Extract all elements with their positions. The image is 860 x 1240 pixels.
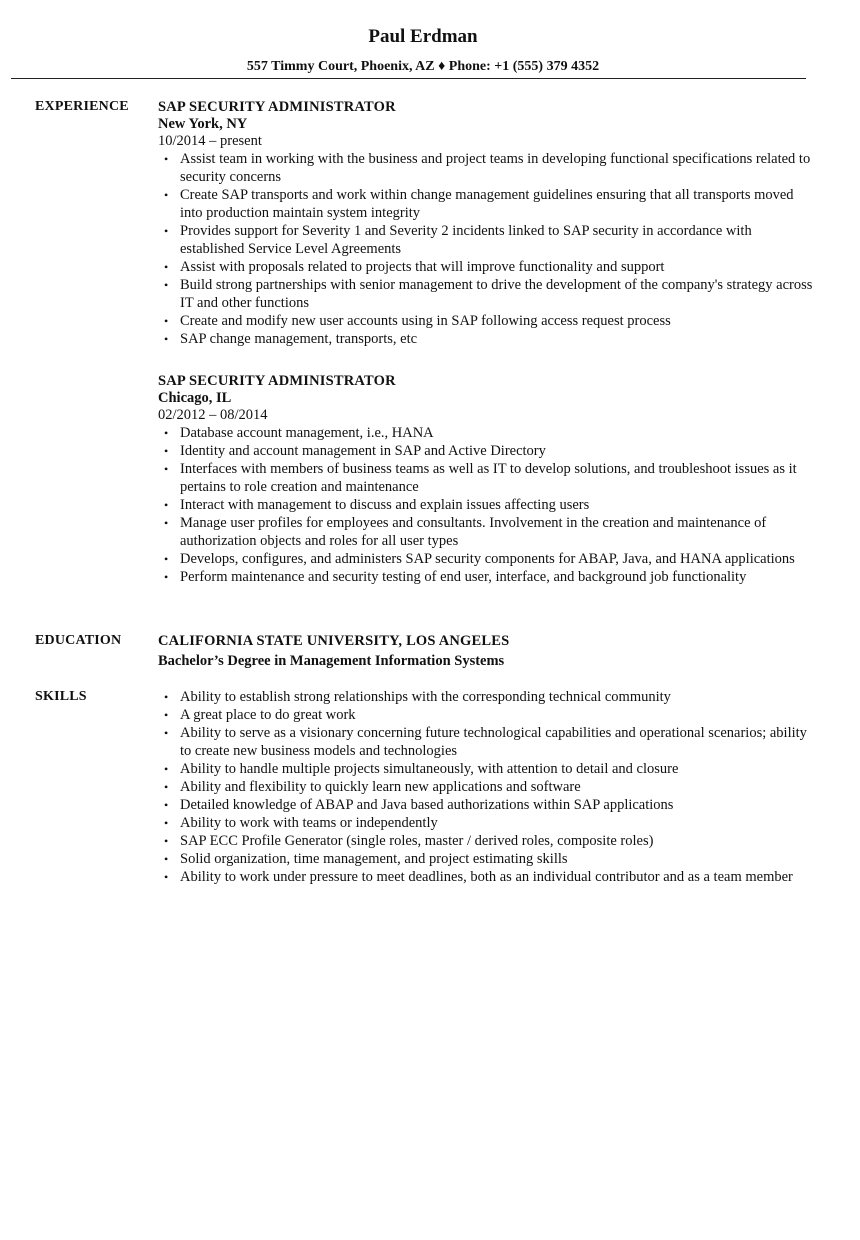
job-entry-1	[158, 98, 818, 348]
job-bullets	[158, 424, 818, 586]
list-item: • Build strong partnerships with senior management to drive the development of the company's strategy across IT and other functions	[158, 276, 818, 312]
list-item: • SAP change management, transports, etc	[158, 330, 818, 348]
list-item: • Database account management, i.e., HANA	[158, 424, 818, 442]
list-item: • Ability to establish strong relationships with the corresponding technical community	[158, 688, 818, 706]
degree-name: Bachelor’s Degree in Management Information Systems	[158, 653, 505, 669]
skills-entry	[158, 688, 818, 886]
list-item: • Solid organization, time management, and project estimating skills	[158, 850, 818, 868]
list-item: • Provides support for Severity 1 and Severity 2 incidents linked to SAP security in accordance with established Service Level Agreements	[158, 222, 818, 258]
candidate-name: Paul Erdman	[368, 26, 478, 47]
job-dates: 02/2012 – 08/2014	[158, 407, 268, 423]
list-item: • Interact with management to discuss and explain issues affecting users	[158, 496, 818, 514]
job-title: SAP SECURITY ADMINISTRATOR	[158, 99, 396, 115]
list-item: • Ability to work with teams or independently	[158, 814, 818, 832]
list-item: • Manage user profiles for employees and consultants. Involvement in the creation and maintenance of authorization objects and roles for all user types	[158, 514, 818, 550]
job-title: SAP SECURITY ADMINISTRATOR	[158, 373, 396, 389]
list-item: • Develops, configures, and administers SAP security components for ABAP, Java, and HANA applications	[158, 550, 818, 568]
list-item: • Assist team in working with the business and project teams in developing functional specifications related to security concerns	[158, 150, 818, 186]
list-item: • Ability to work under pressure to meet deadlines, both as an individual contributor and as a team member	[158, 868, 818, 886]
skills-heading: SKILLS	[35, 689, 87, 704]
experience-heading: EXPERIENCE	[35, 99, 129, 114]
list-item: • Detailed knowledge of ABAP and Java based authorizations within SAP applications	[158, 796, 818, 814]
list-item: • Perform maintenance and security testing of end user, interface, and background job functionality	[158, 568, 818, 586]
education-heading: EDUCATION	[35, 633, 122, 648]
list-item: • Ability and flexibility to quickly learn new applications and software	[158, 778, 818, 796]
job-bullets	[158, 150, 818, 348]
header-divider	[11, 78, 806, 79]
contact-line: 557 Timmy Court, Phoenix, AZ ♦ Phone: +1 (555) 379 4352	[246, 59, 600, 74]
list-item: • Create SAP transports and work within change management guidelines ensuring that all transports moved into production maintain system integrity	[158, 186, 818, 222]
school-name: CALIFORNIA STATE UNIVERSITY, LOS ANGELES	[158, 633, 510, 649]
job-entry-2	[158, 372, 818, 586]
list-item: • A great place to do great work	[158, 706, 818, 724]
list-item: • Ability to serve as a visionary concerning future technological capabilities and operational scenarios; ability to create new business models and technologies	[158, 724, 818, 760]
list-item: • Assist with proposals related to projects that will improve functionality and support	[158, 258, 818, 276]
list-item: • Interfaces with members of business teams as well as IT to develop solutions, and troubleshoot issues as it pertains to role creation and maintenance	[158, 460, 818, 496]
list-item: • Create and modify new user accounts using in SAP following access request process	[158, 312, 818, 330]
job-dates: 10/2014 – present	[158, 133, 262, 149]
list-item: • Identity and account management in SAP and Active Directory	[158, 442, 818, 460]
job-location: Chicago, IL	[158, 390, 232, 406]
skills-list	[158, 688, 818, 886]
list-item: • SAP ECC Profile Generator (single roles, master / derived roles, composite roles)	[158, 832, 818, 850]
list-item: • Ability to handle multiple projects simultaneously, with attention to detail and closure	[158, 760, 818, 778]
education-entry	[158, 631, 818, 671]
job-location: New York, NY	[158, 116, 248, 132]
